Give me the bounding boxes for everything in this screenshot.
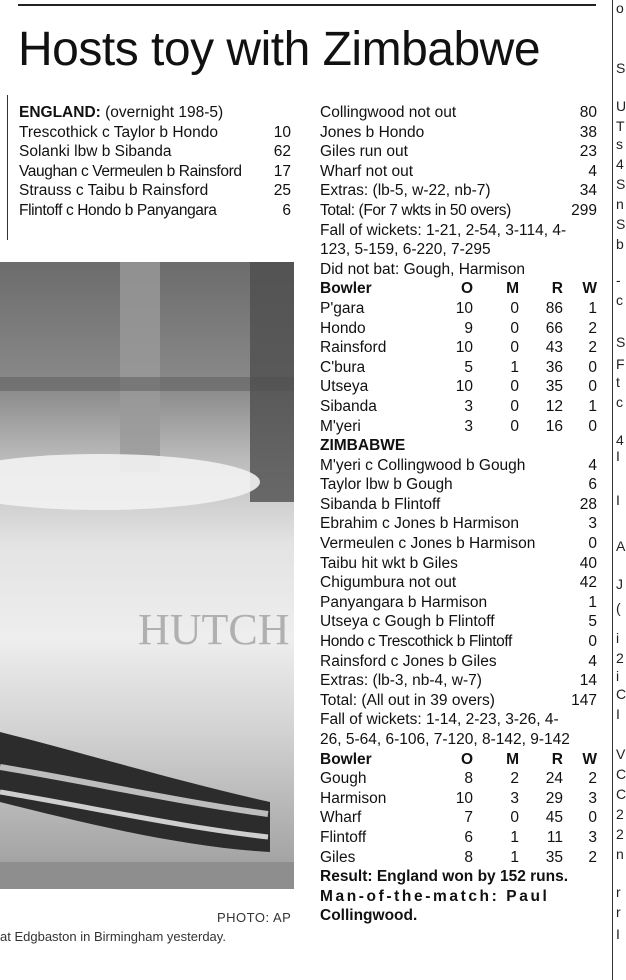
bowler-header-label: Bowler — [320, 750, 372, 768]
edge-glyph: J — [616, 576, 623, 592]
bowler-wickets: 3 — [588, 789, 597, 807]
edge-glyph: T — [616, 118, 625, 134]
bowler-runs: 12 — [545, 397, 563, 415]
batting-row — [320, 456, 597, 476]
bowler-name: M'yeri — [320, 417, 361, 435]
batter-runs: 147 — [571, 691, 597, 709]
bowler-overs: 10 — [455, 789, 473, 807]
bowler-overs: 10 — [455, 299, 473, 317]
bowler-name: Flintoff — [320, 828, 367, 846]
bowler-name: Utseya — [320, 378, 369, 396]
batter-dismissal: Hondo c Trescothick b Flintoff — [320, 633, 512, 651]
edge-glyph: I — [616, 706, 620, 722]
bowling-row — [320, 299, 597, 319]
edge-glyph: s — [616, 136, 623, 152]
bowler-runs: 35 — [545, 848, 563, 866]
runs-header: R — [551, 750, 563, 768]
batting-row — [320, 612, 597, 632]
england-batting-right — [320, 103, 597, 221]
top-rule — [18, 4, 596, 6]
batter-dismissal: Taylor lbw b Gough — [320, 476, 453, 494]
headline: Hosts toy with Zimbabwe — [18, 23, 541, 76]
edge-glyph: o — [616, 0, 624, 16]
batting-row — [320, 691, 597, 711]
batter-dismissal: Taibu hit wkt b Giles — [320, 554, 458, 572]
batter-runs: 5 — [588, 613, 597, 631]
batting-row — [320, 495, 597, 515]
batter-runs: 62 — [273, 143, 291, 161]
bowling-row — [320, 769, 597, 789]
overs-header: O — [460, 750, 473, 768]
batter-dismissal: Vaughan c Vermeulen b Rainsford — [19, 162, 242, 180]
bowler-wickets: 0 — [588, 358, 597, 376]
bowler-overs: 6 — [464, 828, 473, 846]
bowler-maidens: 0 — [510, 417, 519, 435]
photo-credit: PHOTO: AP — [217, 910, 292, 925]
bowler-runs: 24 — [545, 770, 563, 788]
match-result: Result: England won by 152 runs. — [320, 868, 569, 886]
batter-runs: 299 — [571, 201, 597, 219]
bowler-runs: 35 — [545, 378, 563, 396]
man-of-the-match: Man-of-the-match: Paul — [320, 887, 550, 905]
batting-row — [320, 554, 597, 574]
bowling-row — [320, 319, 597, 339]
batter-runs: 14 — [579, 672, 597, 690]
batter-runs: 40 — [579, 554, 597, 572]
bowler-wickets: 2 — [588, 339, 597, 357]
bowler-name: P'gara — [320, 299, 365, 317]
bowler-maidens: 1 — [510, 358, 519, 376]
batter-runs: 6 — [282, 201, 291, 219]
batter-runs: 80 — [579, 104, 597, 121]
bowling-row — [320, 828, 597, 848]
zimbabwe-header: ZIMBABWE — [320, 437, 406, 455]
bowler-overs: 3 — [464, 417, 473, 435]
batter-dismissal: Chigumbura not out — [320, 574, 457, 592]
batting-row — [320, 671, 597, 691]
edge-glyph: c — [616, 394, 623, 410]
batting-row — [19, 123, 291, 143]
edge-glyph: 4 — [616, 156, 624, 172]
bowler-name: Giles — [320, 848, 356, 866]
batter-runs: 4 — [588, 652, 597, 670]
bowling-row — [320, 848, 597, 868]
bowler-maidens: 0 — [510, 397, 519, 415]
batter-runs: 23 — [579, 143, 597, 161]
bowler-runs: 11 — [546, 828, 563, 846]
batter-runs: 17 — [273, 162, 291, 180]
england-header — [19, 103, 291, 123]
bowler-wickets: 1 — [588, 397, 597, 415]
batter-dismissal: Giles run out — [320, 143, 408, 161]
batting-row — [320, 514, 597, 534]
batting-row — [320, 534, 597, 554]
batting-row — [320, 142, 597, 162]
batter-dismissal: Wharf not out — [320, 162, 414, 180]
bowler-wickets: 0 — [588, 378, 597, 396]
batter-runs: 0 — [588, 633, 597, 651]
batting-row — [320, 181, 597, 201]
edge-glyph: I — [616, 492, 620, 508]
edge-glyph: r — [616, 884, 621, 900]
bowling-row — [320, 397, 597, 417]
bowler-name: Sibanda — [320, 397, 377, 415]
edge-glyph: 2 — [616, 650, 624, 666]
batting-row — [320, 632, 597, 652]
bowling-row — [320, 789, 597, 809]
zimbabwe-fall-of-wickets-cont: 26, 5-64, 6-106, 7-120, 8-142, 9-142 — [320, 731, 570, 748]
bowler-wickets: 2 — [588, 848, 597, 866]
bowling-row — [320, 417, 597, 437]
bowling-row — [320, 338, 597, 358]
bowler-runs: 45 — [545, 809, 563, 827]
overs-header: O — [460, 280, 473, 298]
edge-glyph: C — [616, 686, 626, 702]
bowler-maidens: 3 — [510, 789, 519, 807]
batter-runs: 25 — [273, 182, 291, 200]
edge-glyph: i — [616, 668, 620, 684]
bowler-overs: 3 — [464, 397, 473, 415]
edge-glyph: S — [616, 60, 626, 76]
batting-row — [320, 123, 597, 143]
bowler-maidens: 0 — [510, 339, 519, 357]
batter-runs: 10 — [273, 123, 291, 141]
bowler-overs: 7 — [464, 809, 473, 827]
edge-glyph: 2 — [616, 806, 624, 822]
bowler-runs: 43 — [545, 339, 563, 357]
bowler-runs: 86 — [545, 299, 563, 317]
england-scorecard-part1 — [19, 103, 291, 221]
batting-row — [320, 593, 597, 613]
batter-dismissal: Sibanda b Flintoff — [320, 495, 441, 513]
maidens-header: M — [506, 280, 519, 298]
edge-glyph: t — [616, 374, 620, 390]
edge-glyph: F — [616, 356, 625, 372]
bowler-wickets: 3 — [588, 828, 597, 846]
batter-dismissal: M'yeri c Collingwood b Gough — [320, 456, 526, 474]
batting-row — [320, 201, 597, 221]
england-bowling-figures — [320, 769, 597, 867]
did-not-bat: Did not bat: Gough, Harmison — [320, 260, 526, 278]
edge-glyph: I — [616, 926, 620, 942]
bowler-name: C'bura — [320, 358, 366, 376]
bowler-name: Wharf — [320, 809, 362, 827]
bowler-overs: 10 — [455, 378, 473, 396]
left-column-rule — [7, 95, 8, 240]
man-of-the-match-cont: Collingwood. — [320, 907, 418, 925]
wickets-header: W — [582, 280, 597, 298]
batter-runs: 34 — [579, 182, 597, 200]
batting-row — [19, 201, 291, 221]
bowler-runs: 66 — [545, 319, 563, 337]
bowler-maidens: 2 — [510, 770, 519, 788]
england-fall-of-wickets-cont: 123, 5-159, 6-220, 7-295 — [320, 241, 491, 259]
bowling-row — [320, 377, 597, 397]
england-team-label: ENGLAND: — [19, 104, 101, 121]
batter-dismissal: Extras: (lb-5, w-22, nb-7) — [320, 182, 491, 200]
bowler-runs: 29 — [545, 789, 563, 807]
batter-dismissal: Jones b Hondo — [320, 123, 425, 141]
edge-glyph: r — [616, 904, 621, 920]
edge-glyph: C — [616, 766, 626, 782]
bowler-maidens: 0 — [510, 378, 519, 396]
zimbabwe-fall-of-wickets: Fall of wickets: 1-14, 2-23, 3-26, 4- — [320, 711, 559, 729]
batting-row — [19, 181, 291, 201]
bowler-wickets: 1 — [588, 299, 597, 317]
column-rule — [612, 0, 613, 980]
england-batting-left — [19, 123, 291, 221]
maidens-header: M — [506, 750, 519, 768]
bowler-name: Rainsford — [320, 339, 387, 357]
batter-runs: 3 — [588, 515, 597, 533]
batting-row — [320, 652, 597, 672]
bowler-maidens: 0 — [510, 319, 519, 337]
edge-glyph: A — [616, 538, 626, 554]
bowler-name: Harmison — [320, 789, 387, 807]
batter-dismissal: Collingwood not out — [320, 104, 457, 121]
edge-glyph: - — [616, 272, 621, 288]
bowling-row — [320, 808, 597, 828]
batter-dismissal: Total: (All out in 39 overs) — [320, 691, 495, 709]
batter-runs: 28 — [579, 495, 597, 513]
batter-runs: 6 — [588, 476, 597, 494]
batting-row — [320, 103, 597, 123]
zimbabwe-batting — [320, 456, 597, 711]
edge-glyph: S — [616, 216, 626, 232]
bowler-wickets: 0 — [588, 417, 597, 435]
batter-dismissal: Rainsford c Jones b Giles — [320, 652, 497, 670]
batter-dismissal: Panyangara b Harmison — [320, 593, 488, 611]
bowler-wickets: 2 — [588, 319, 597, 337]
edge-glyph: U — [616, 98, 626, 114]
zimbabwe-bowling-header — [320, 279, 597, 299]
edge-glyph: C — [616, 786, 626, 802]
edge-glyph: S — [616, 176, 626, 192]
batter-runs: 1 — [588, 593, 597, 611]
england-overnight-note: (overnight 198-5) — [100, 104, 224, 121]
batter-dismissal: Ebrahim c Jones b Harmison — [320, 515, 519, 533]
bowler-maidens: 0 — [510, 809, 519, 827]
edge-glyph: i — [616, 630, 620, 646]
bowler-overs: 10 — [455, 339, 473, 357]
bowler-overs: 8 — [464, 848, 473, 866]
wickets-header: W — [582, 750, 597, 768]
batter-dismissal: Strauss c Taibu b Rainsford — [19, 182, 209, 200]
photo-scene — [0, 262, 294, 889]
batting-row — [320, 162, 597, 182]
bowler-wickets: 0 — [588, 809, 597, 827]
edge-glyph: n — [616, 196, 624, 212]
batting-row — [19, 142, 291, 162]
bowler-overs: 9 — [464, 319, 473, 337]
batter-runs: 4 — [588, 162, 597, 180]
batter-runs: 42 — [579, 574, 597, 592]
edge-glyph: b — [616, 236, 624, 252]
zimbabwe-bowling-figures — [320, 299, 597, 436]
bowler-header-label: Bowler — [320, 280, 372, 298]
batter-runs: 38 — [579, 123, 597, 141]
edge-glyph: V — [616, 746, 626, 762]
edge-glyph: c — [616, 292, 623, 308]
bowling-row — [320, 358, 597, 378]
batter-dismissal: Flintoff c Hondo b Panyangara — [19, 201, 217, 219]
bowler-name: Hondo — [320, 319, 366, 337]
bowler-runs: 36 — [545, 358, 563, 376]
edge-glyph: ( — [616, 600, 621, 616]
match-photo — [0, 262, 294, 889]
bowler-overs: 5 — [464, 358, 473, 376]
bowler-wickets: 2 — [588, 770, 597, 788]
batter-runs: 4 — [588, 456, 597, 474]
batter-dismissal: Solanki lbw b Sibanda — [19, 143, 172, 161]
batting-row — [19, 162, 291, 182]
batting-row — [320, 475, 597, 495]
batter-dismissal: Utseya c Gough b Flintoff — [320, 613, 495, 631]
batting-row — [320, 573, 597, 593]
bowler-maidens: 1 — [510, 848, 519, 866]
edge-glyph: 2 — [616, 826, 624, 842]
england-bowling-header — [320, 750, 597, 770]
england-fall-of-wickets: Fall of wickets: 1-21, 2-54, 3-114, 4- — [320, 221, 567, 239]
batter-dismissal: Trescothick c Taylor b Hondo — [19, 123, 219, 141]
batter-runs: 0 — [588, 535, 597, 553]
runs-header: R — [551, 280, 563, 298]
batter-dismissal: Total: (For 7 wkts in 50 overs) — [320, 201, 511, 219]
edge-glyph: I — [616, 448, 620, 464]
bowler-maidens: 0 — [510, 299, 519, 317]
batter-dismissal: Vermeulen c Jones b Harmison — [320, 535, 536, 553]
edge-glyph: 4 — [616, 432, 624, 448]
edge-glyph: n — [616, 846, 624, 862]
scorecard-main-column — [320, 103, 597, 926]
photo-banner-text: HUTCH — [138, 605, 290, 654]
edge-glyph: S — [616, 334, 626, 350]
bowler-name: Gough — [320, 770, 367, 788]
bowler-runs: 16 — [545, 417, 563, 435]
bowler-maidens: 1 — [510, 828, 519, 846]
bowler-overs: 8 — [464, 770, 473, 788]
batter-dismissal: Extras: (lb-3, nb-4, w-7) — [320, 672, 482, 690]
photo-caption: at Edgbaston in Birmingham yesterday. — [0, 929, 226, 944]
